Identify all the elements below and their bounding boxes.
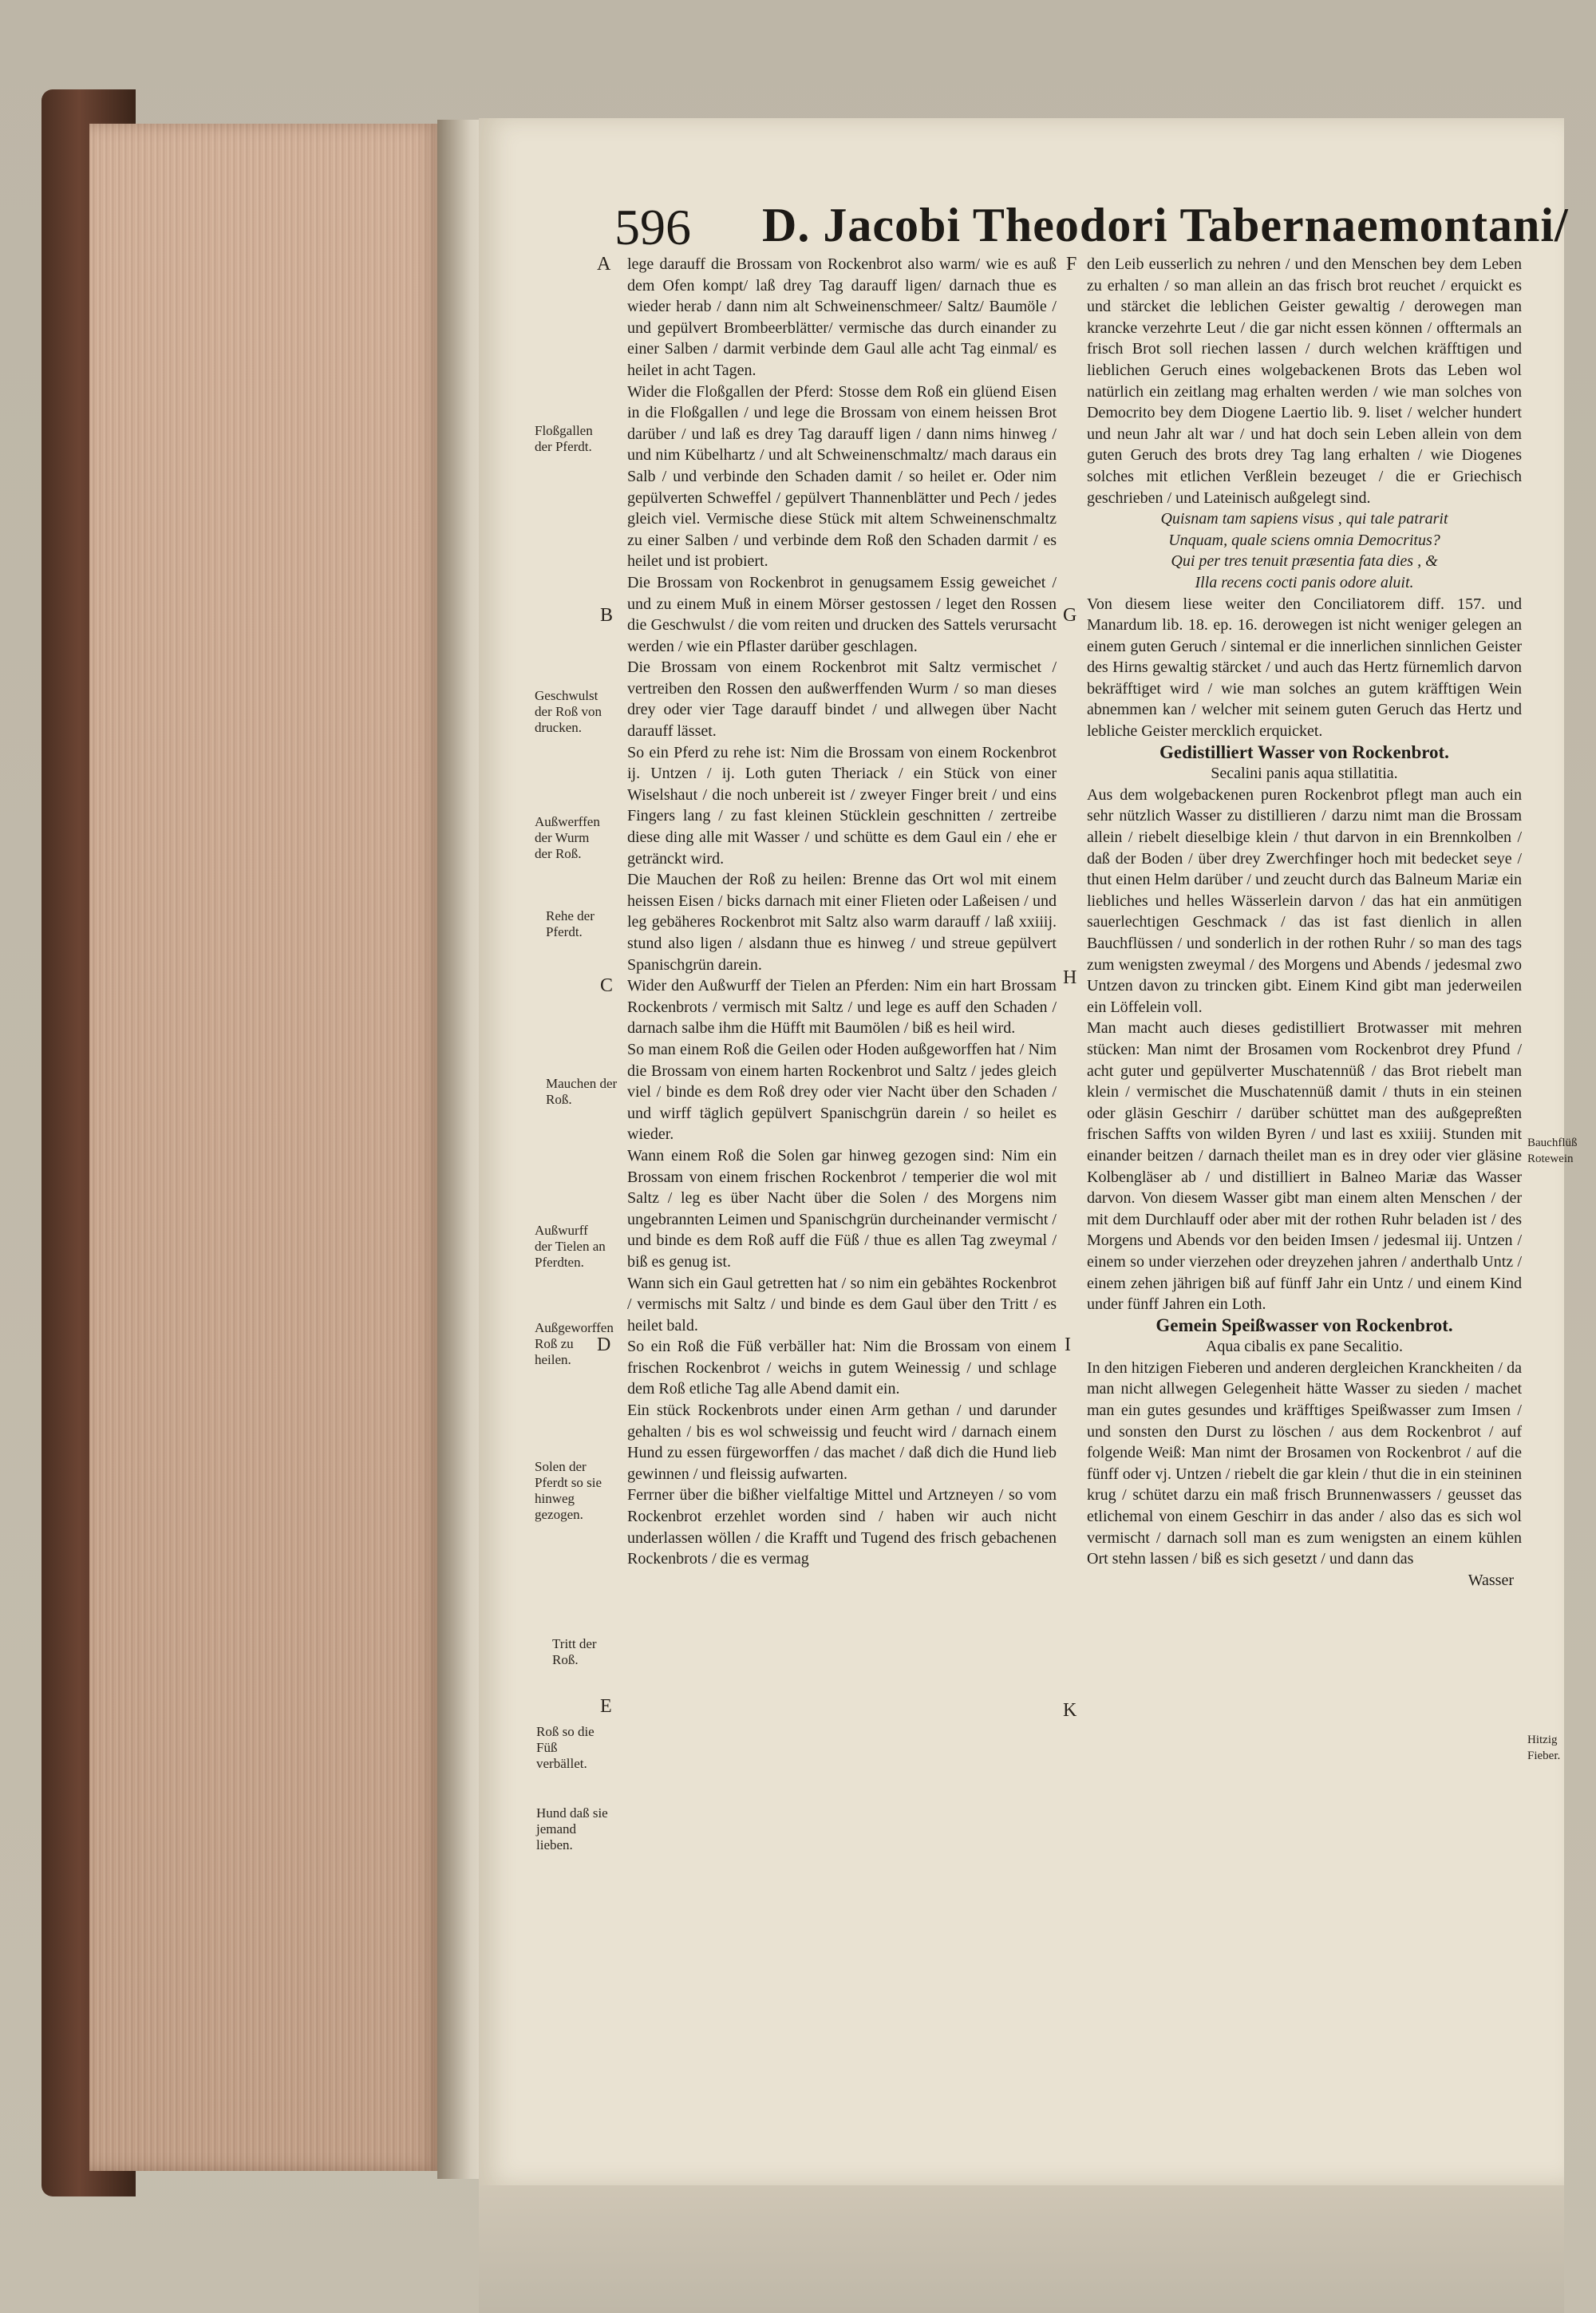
paragraph: In den hitzigen Fieberen und anderen dergleichen Kranckheiten / da man nicht allwegen Gelegenheit hätte Wasser zu sieden / machet man ein gutes gesundes und kräfftiges Speißwasser zum Imsen / und sonsten den Durst zu löschen / aus dem Rockenbrot / auf folgende Weiß: Man nimt der Brosamen von Rockenbrot / auf die fünff oder vj. Untzen / riebelt die gar klein / thut die in ein steininen krug / schütet darzu ein maß frisch Brunnenwassers / geusset das etlichemal von einem Geschirr in das ander / also das es sich wol vermischt / darnach soll man es zum wenigsten an einem kühlen Ort stehn lassen / biß es sich gesetzt / und dann das	[1087, 1358, 1522, 1568]
margin-note-geilen: Außgeworffen Roß zu heilen.	[535, 1320, 614, 1367]
paragraph: So man einem Roß die Geilen oder Hoden außgeworffen hat / Nim die Brossam von einem harten Rockenbrot und Saltz / jedes gleich viel / binde es dem Roß drey oder vier Nacht über den Schaden / und wirff täglich gepülvert Spanischgrün darein / so heilet es wieder.	[627, 1040, 1057, 1144]
section-letter-a: A	[597, 254, 611, 275]
margin-note-geschwulst: Geschwulst der Roß von drucken.	[535, 688, 602, 735]
left-column	[627, 254, 1057, 1570]
section-heading: Gedistilliert Wasser von Rockenbrot.	[1159, 741, 1449, 762]
page-shadow	[479, 2185, 1564, 2313]
running-title: D. Jacobi Theodori Tabernaemontani/	[762, 199, 1569, 251]
paragraph: Aus dem wolgebackenen puren Rockenbrot pflegt man auch ein sehr nützlich Wasser zu distillieren / darzu nimt man die Brossam allein / riebelt dieselbige klein / thut darvon in ein Brennkolben / daß der Boden / über drey Zwerchfinger hoch mit bedecket seye / thut einen Helm darüber / und zeucht durch das Balneum Mariæ ein liebliches und helles Wässerlein darvon / das hat ein anmütigen sauerlechtigen Geschmack / das ist fast dienlich in allen Bauchflüssen / und sonderlich in der rothen Ruhr / so man des tags zum wenigsten zweymal / des Morgens und Abends / jedesmal zwo Untzen davon zu trincken gibt. Einem Kind gibt man jederweilen ein Löffelein voll.	[1087, 785, 1522, 1016]
paragraph: Ein stück Rockenbrots under einen Arm gethan / und darunder gehalten / bis es wol schweissig und feucht wird / darnach einem Hund zu essen fürgeworffen / das machet / daß dich die Hund lieb gewinnen / und fleissig aufwarten.	[627, 1402, 1057, 1483]
section-letter-e: E	[600, 1696, 612, 1717]
page-number: 596	[614, 199, 691, 255]
paragraph: Die Mauchen der Roß zu heilen: Brenne das Ort wol mit einem heissen Eisen / bicks darnach mit einer Flieten oder Laßeisen / und leg gebäheres Rockenbrot mit Saltz also warm darauff / laß xxiiij. stund also ligen / alsdann thue es hinweg / und streue gepülvert Spanischgrün darein.	[627, 871, 1057, 974]
margin-note-fuess: Roß so die Füß verbället.	[536, 1724, 595, 1771]
paragraph: Man macht auch dieses gedistilliert Brotwasser mit mehren stücken: Man nimt der Brosamen vom Rockenbrot drey Pfund / acht guter und gepülverter Muschatennüß / das Brot riebelt man klein / vermischet die Muschatennüß damit / thuts in ein steinen oder gläsin Geschirr / darüber schüttet man des außgepreßten frischen Saffts von wilden Byren / und last es xxiiij. Stunden mit einander beitzen / darnach theilet man es in drey oder vier gläsine Kolbengläser ab / und distilliert in Balneo Mariæ das Wasser darvon. Von diesem Wasser gibt man einem alten Menschen / der mit dem Durchlauff oder aber mit der rothen Ruhr beladen ist / des Morgens und Abends vor den beiden Imsen / jedesmal iij. Untzen / einem so under vierzehen oder dreyzehen jahren / anderthalb Untz / einem zehen jährigen biß auf fünff Jahr ein Untz / und einem Kind under fünff Jahren ein Loth.	[1087, 1019, 1522, 1314]
section-subheading: Secalini panis aqua stillatitia.	[1211, 765, 1398, 783]
latin-verse-line: Illa recens cocti panis odore aluit.	[1195, 573, 1414, 591]
paragraph: Wann einem Roß die Solen gar hinweg gezogen sind: Nim ein Brossam von einem frischen Rockenbrot / temperier die wol mit Saltz / leg es über Nacht über die Solen / des Morgens nim ungebrannten Leimen und Spanischgrün durcheinander vermischt / und binde es dem Roß auff die Füß / thue es allen Tag zweymal / biß es genug ist.	[627, 1146, 1057, 1271]
margin-note-wurm: Außwerffen der Wurm der Roß.	[535, 814, 600, 861]
margin-note-hund: Hund daß sie jemand lieben.	[536, 1805, 608, 1852]
latin-verse-line: Quisnam tam sapiens visus , qui tale patrarit	[1160, 510, 1448, 528]
paragraph: Wider die Floßgallen der Pferd: Stosse dem Roß ein glüend Eisen in die Floßgallen / und lege die Brossam von einem heissen Brot darüber / und laß es drey Tag darauff ligen / dann nims hinweg / und nim Kübelhartz / und alt Schweinenschmaltz/ mach daraus ein Salb / und verbinde den Schaden damit / so heilet er. Oder nim gepülverten Schweffel / gepülvert Thannenblätter und Pech / jedes gleich viel. Vermische diese Stück mit altem Schweinenschmaltz zu einer Salben / und verbinde dem Roß den Schaden darmit / es heilet und ist probiert.	[627, 382, 1057, 571]
margin-note-tritt: Tritt der Roß.	[552, 1636, 597, 1667]
section-letter-f: F	[1066, 254, 1077, 275]
margin-note-rehe: Rehe der Pferdt.	[546, 908, 595, 939]
paragraph: So ein Pferd zu rehe ist: Nim die Brossam von einem Rockenbrot ij. Untzen / ij. Loth guten Theriack / ein Stück von einer Wiselshaut / die noch unbereit ist / zweyer Finger breit / und eins Fingers lang / zu fast kleinen Stücklein geschnitten / zertreibe diese ding alle mit Wasser / und schütte es dem Gaul ein / ehe er getränckt wird.	[627, 743, 1057, 868]
paragraph: Die Brossam von einem Rockenbrot mit Saltz vermischet / vertreiben den Rossen den außwerffenden Wurm / so man dieses drey oder vier Tage darauff bindet / und allwegen über Nacht darauff lässet.	[627, 658, 1057, 741]
right-column	[1087, 254, 1522, 1591]
latin-verse-line: Qui per tres tenuit præsentia fata dies , &	[1171, 552, 1438, 571]
margin-note-solen: Solen der Pferdt so sie hinweg gezogen.	[535, 1459, 602, 1522]
paragraph: lege darauff die Brossam von Rockenbrot also warm/ wie es auß dem Ofen kompt/ laß drey Tag darauff ligen/ darnach thue es wieder herab / dann nim alt Schweinenschmeer/ Saltz/ Baumöle / und gepülvert Brombeerblätter/ vermische das durch einander zu einer Salben / darmit verbinde dem Gaul alle acht Tag einmal/ es heilet in acht Tagen.	[627, 255, 1057, 379]
section-letter-c: C	[600, 975, 614, 996]
latin-verse-line: Unquam, quale sciens omnia Democritus?	[1168, 531, 1440, 549]
section-letter-d: D	[597, 1334, 611, 1355]
paragraph: Von diesem liese weiter den Conciliatorem diff. 157. und Manardum lib. 18. ep. 16. derowegen ist nicht weniger gelegen an einem guten Geruch / sintemal er die innerlichen sinnlichen Geister des Hirns gewaltig stärcket / und auch das Hertz fürnemlich darvon bekräfftiget wird / wie man solches an gutem kräfftigen Wein abnemmen kan / welcher mit seinem guten Geruch das Hertz und lebliche Geister mercklich erquicket.	[1087, 595, 1522, 741]
section-letter-i: I	[1065, 1334, 1071, 1355]
catchword: Wasser	[1468, 1571, 1514, 1589]
paragraph: Die Brossam von Rockenbrot in genugsamem Essig geweichet / und zu einem Muß in einem Mörser gestossen / leget den Rossen die Geschwulst / die vom reiten und drucken des Sattels verursacht werden / wie ein Pflaster darüber geschlagen.	[627, 573, 1057, 655]
margin-note-mauchen: Mauchen der Roß.	[546, 1076, 618, 1107]
margin-note-fieber: Hitzig Fieber.	[1527, 1734, 1561, 1762]
section-heading: Gemein Speißwasser von Rockenbrot.	[1156, 1315, 1453, 1335]
section-letter-g: G	[1063, 605, 1077, 626]
page-edges	[89, 124, 440, 2171]
paragraph: Wider den Außwurff der Tielen an Pferden: Nim ein hart Brossam Rockenbrots / vermisch mit Saltz / und lege es auff den Schaden / darnach salbe ihm die Hüfft mit Baumölen / biß es heil wird.	[627, 977, 1057, 1038]
section-letter-h: H	[1063, 967, 1077, 988]
section-letter-b: B	[600, 605, 614, 626]
page-header	[614, 198, 1596, 262]
paragraph: Ferrner über die bißher vielfaltige Mittel und Artzneyen / so vom Rockenbrot erzehlet worden sind / haben wir auch nicht underlassen wöllen / die Krafft und Tugend des frisch gebachenen Rockenbrots / die es vermag	[627, 1486, 1057, 1568]
margin-note-tielen: Außwurff der Tielen an Pferdten.	[535, 1223, 606, 1270]
margin-note-flossgallen: Floßgallen der Pferdt.	[535, 423, 593, 454]
section-letter-k: K	[1063, 1700, 1077, 1721]
paragraph: So ein Roß die Füß verbäller hat: Nim die Brossam von einem frischen Rockenbrot / weichs in gutem Weinessig / und schlage dem Roß etliche Tag alle Abend damit ein.	[627, 1338, 1057, 1398]
section-subheading: Aqua cibalis ex pane Secalitio.	[1205, 1338, 1404, 1356]
paragraph: Wann sich ein Gaul getretten hat / so nim ein gebähtes Rockenbrot / vermischs mit Saltz / und binde es dem Gaul über den Tritt / es heilet bald.	[627, 1274, 1057, 1334]
margin-note-bauchfluss: Bauchflüß Rotewein	[1527, 1137, 1578, 1165]
paragraph: den Leib eusserlich zu nehren / und den Menschen bey dem Leben zu erhalten / so man allein an das frisch brot reuchet / erquickt es und stärcket die leblichen Geister gewaltig / derowegen man krancke verzehrte Leut / die gar nicht essen können / offtermals an frisch Brot soll riechen lassen / durch welchen kräfftigen und lieblichen Geruch eines wolgebackenen Brots das Leben wol natürlich ein zeitlang mag erhalten werden / wie man solches von Democrito bey dem Diogene Laertio lib. 9. liset / welcher hundert und neun Jahr alt war / und hat doch sein Leben allein von dem guten Geruch des brots drey Tag lang erhalten / wie Diogenes solches mit etlichen Verßlein bezeuget / die er Griechisch geschrieben / und Lateinisch außgelegt sind.	[1087, 255, 1522, 507]
